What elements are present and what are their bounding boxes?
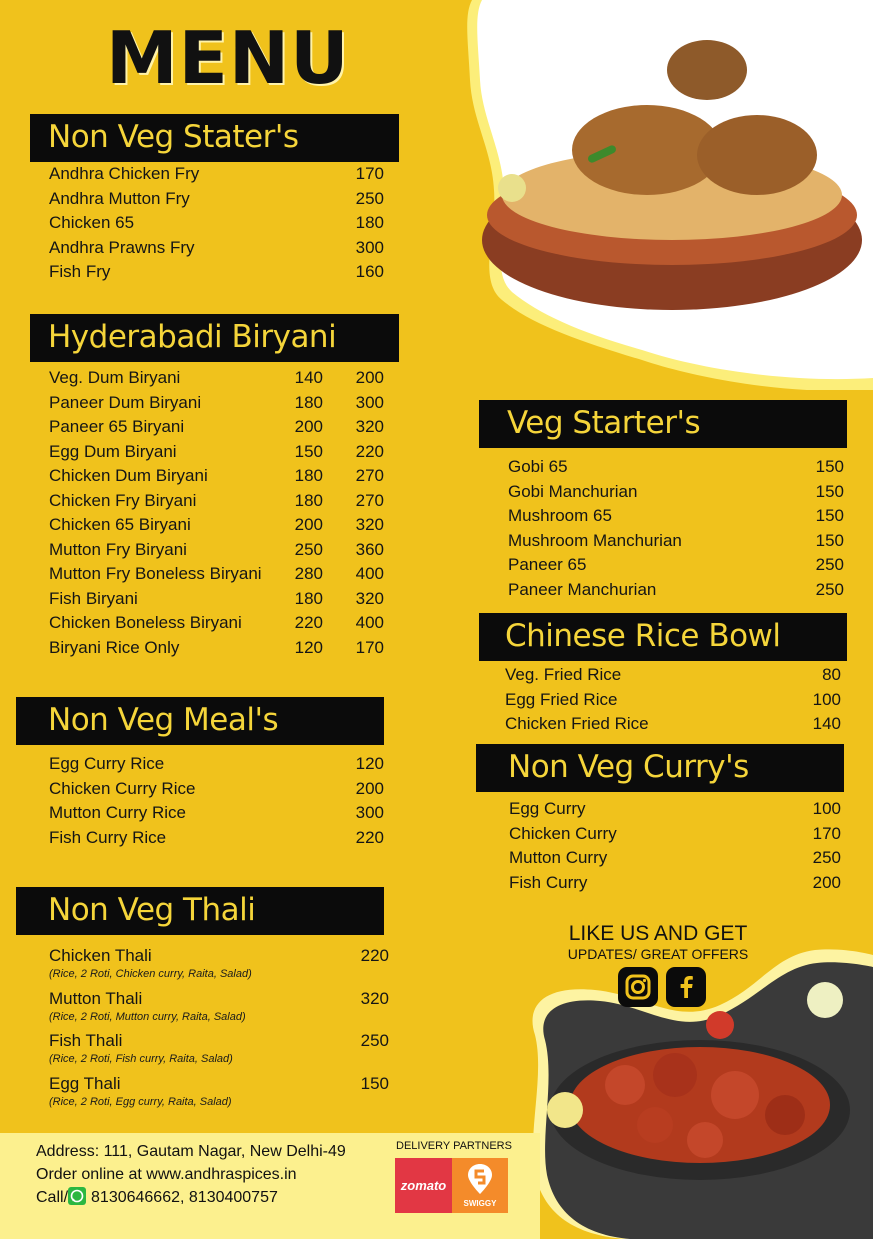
- menu-item: [49, 513, 385, 538]
- thali-name: Fish Thali: [49, 1031, 123, 1050]
- thali-description: (Rice, 2 Roti, Mutton curry, Raita, Salad): [49, 1010, 246, 1023]
- item-price-full: 220: [355, 441, 384, 461]
- whatsapp-icon: [68, 1187, 86, 1205]
- item-name: Paneer Dum Biryani: [49, 392, 202, 412]
- item-name: Paneer 65: [508, 555, 587, 574]
- social-promo-line1: LIKE US AND GET: [568, 922, 748, 945]
- instagram-icon[interactable]: [618, 967, 658, 1007]
- swiggy-logo[interactable]: [452, 1158, 508, 1213]
- item-name: Chicken Boneless Biryani: [49, 613, 242, 632]
- menu-item: [509, 871, 841, 896]
- swiggy-icon: [465, 1162, 495, 1196]
- item-name: Egg Curry: [509, 799, 586, 818]
- zomato-label: zomato: [400, 1178, 447, 1193]
- thali-item: [49, 988, 389, 1031]
- item-name: Chicken Curry Rice: [49, 778, 196, 798]
- item-price-half: 280: [294, 564, 323, 583]
- item-price-half: 180: [294, 588, 323, 608]
- menu-item: [49, 489, 385, 514]
- item-name: Gobi Manchurian: [508, 481, 638, 501]
- item-price-full: 270: [355, 466, 384, 485]
- section-heading-nonveg-thali: Non Veg Thali: [16, 887, 384, 935]
- section-heading-biryani: Hyderabadi Biryani: [30, 314, 399, 362]
- menu-item: [49, 162, 385, 187]
- menu-item: [49, 415, 385, 440]
- item-price: 250: [355, 188, 384, 208]
- item-price: 300: [355, 803, 384, 822]
- item-price-full: 400: [355, 564, 384, 583]
- item-price: 80: [822, 665, 841, 684]
- menu-item: [508, 578, 844, 603]
- item-name: Mushroom 65: [508, 506, 612, 525]
- item-price: 140: [812, 714, 841, 733]
- menu-item: [49, 826, 385, 851]
- menu-item: [49, 464, 385, 489]
- item-name: Mutton Curry: [509, 848, 608, 867]
- menu-item: [49, 538, 385, 563]
- item-price-half: 180: [294, 466, 323, 485]
- menu-item: [508, 455, 844, 480]
- call-prefix: Call/: [36, 1189, 69, 1206]
- order-online-text: Order online at www.andhraspices.in: [36, 1166, 297, 1183]
- item-name: Fish Curry Rice: [49, 827, 167, 847]
- item-name: Biryani Rice Only: [49, 637, 180, 657]
- nonveg-thali-list: [49, 945, 389, 1115]
- delivery-partners-label: DELIVERY PARTNERS: [396, 1140, 512, 1152]
- menu-item: [505, 712, 841, 737]
- item-price-half: 220: [294, 613, 323, 632]
- item-price: 170: [812, 823, 841, 843]
- item-price: 220: [355, 827, 384, 847]
- menu-item: [49, 587, 385, 612]
- menu-item: [49, 366, 385, 391]
- item-price: 100: [812, 689, 841, 709]
- item-price-half: 180: [294, 392, 323, 412]
- item-name: Egg Curry Rice: [49, 754, 165, 773]
- menu-item: [49, 391, 385, 416]
- phone-numbers: 8130646662, 8130400757: [91, 1189, 278, 1206]
- item-name: Paneer Manchurian: [508, 579, 657, 599]
- item-price-half: 180: [294, 490, 323, 510]
- item-price: 160: [355, 262, 384, 281]
- nonveg-curry-list: [509, 797, 841, 895]
- item-price-full: 300: [355, 392, 384, 412]
- item-name: Mutton Fry Biryani: [49, 539, 187, 559]
- item-name: Egg Fried Rice: [505, 689, 618, 709]
- nonveg-meals-list: [49, 752, 385, 850]
- thali-description: (Rice, 2 Roti, Fish curry, Raita, Salad): [49, 1053, 233, 1065]
- item-name: Chicken 65: [49, 213, 135, 232]
- item-name: Andhra Mutton Fry: [49, 188, 190, 208]
- menu-item: [49, 440, 385, 465]
- biryani-photo: [462, 0, 873, 390]
- social-promo-line2: UPDATES/ GREAT OFFERS: [567, 946, 749, 962]
- menu-item: [505, 663, 841, 688]
- thali-item: [49, 1030, 389, 1073]
- thali-name: Mutton Thali: [49, 988, 143, 1008]
- item-name: Andhra Prawns Fry: [49, 237, 195, 257]
- call-line: [36, 1186, 278, 1209]
- item-price: 100: [812, 799, 841, 818]
- item-name: Chicken Fried Rice: [505, 714, 649, 733]
- item-price-half: 200: [294, 515, 323, 534]
- menu-item: [49, 777, 385, 802]
- item-name: Chicken Dum Biryani: [49, 466, 208, 485]
- menu-title: MENU: [106, 16, 350, 100]
- thali-price: 220: [360, 946, 389, 965]
- menu-item: [49, 611, 385, 636]
- item-price: 200: [355, 778, 384, 798]
- nonveg-starters-list: [49, 162, 385, 285]
- item-price: 170: [355, 164, 384, 183]
- item-name: Egg Dum Biryani: [49, 441, 177, 461]
- item-name: Gobi 65: [508, 457, 568, 476]
- thali-name: Chicken Thali: [49, 946, 152, 965]
- item-price-full: 360: [355, 539, 384, 559]
- item-price-full: 270: [355, 490, 384, 510]
- biryani-list: [49, 366, 385, 660]
- thali-description: (Rice, 2 Roti, Egg curry, Raita, Salad): [49, 1095, 232, 1108]
- item-name: Veg. Fried Rice: [505, 665, 622, 684]
- thali-name: Egg Thali: [49, 1073, 121, 1093]
- social-promo: [520, 922, 796, 962]
- section-heading-veg-starters: Veg Starter's: [479, 400, 847, 448]
- chinese-list: [505, 663, 841, 737]
- thali-price: 250: [360, 1031, 389, 1050]
- item-name: Paneer 65 Biryani: [49, 417, 185, 436]
- item-name: Fish Fry: [49, 262, 111, 281]
- item-name: Fish Biryani: [49, 588, 138, 608]
- item-price: 150: [815, 506, 844, 525]
- menu-item: [509, 822, 841, 847]
- item-price: 150: [815, 530, 844, 550]
- item-price-full: 320: [355, 515, 384, 534]
- menu-item: [508, 480, 844, 505]
- item-name: Mutton Fry Boneless Biryani: [49, 564, 262, 583]
- item-price: 150: [815, 457, 844, 476]
- item-price: 300: [355, 237, 384, 257]
- zomato-logo[interactable]: [395, 1158, 452, 1213]
- section-heading-chinese: Chinese Rice Bowl: [479, 613, 847, 661]
- menu-item: [509, 797, 841, 822]
- section-heading-nonveg-meals: Non Veg Meal's: [16, 697, 384, 745]
- menu-item: [505, 688, 841, 713]
- thali-price: 150: [360, 1073, 389, 1093]
- item-name: Chicken 65 Biryani: [49, 515, 191, 534]
- item-price-half: 140: [294, 368, 323, 387]
- item-price: 250: [815, 579, 844, 599]
- thali-description: (Rice, 2 Roti, Chicken curry, Raita, Salad): [49, 968, 252, 980]
- thali-item: [49, 945, 389, 988]
- menu-item: [49, 801, 385, 826]
- item-price: 200: [812, 872, 841, 892]
- thali-price: 320: [360, 988, 389, 1008]
- item-name: Chicken Fry Biryani: [49, 490, 197, 510]
- menu-item: [509, 846, 841, 871]
- menu-item: [49, 260, 385, 285]
- facebook-icon[interactable]: [666, 967, 706, 1007]
- item-price: 150: [815, 481, 844, 501]
- menu-item: [49, 562, 385, 587]
- item-name: Chicken Curry: [509, 823, 617, 843]
- item-price: 250: [812, 848, 841, 867]
- item-price-full: 320: [355, 417, 384, 436]
- item-name: Veg. Dum Biryani: [49, 368, 181, 387]
- menu-item: [49, 752, 385, 777]
- section-heading-nonveg-starters: Non Veg Stater's: [30, 114, 399, 162]
- menu-item: [49, 636, 385, 661]
- item-price-half: 120: [294, 637, 323, 657]
- item-name: Mutton Curry Rice: [49, 803, 186, 822]
- item-price-half: 250: [294, 539, 323, 559]
- item-price: 250: [815, 555, 844, 574]
- menu-item: [508, 504, 844, 529]
- veg-starters-list: [508, 455, 844, 602]
- item-name: Mushroom Manchurian: [508, 530, 682, 550]
- menu-item: [49, 211, 385, 236]
- menu-item: [508, 553, 844, 578]
- item-name: Fish Curry: [509, 872, 588, 892]
- menu-item: [49, 187, 385, 212]
- item-name: Andhra Chicken Fry: [49, 164, 200, 183]
- swiggy-label: SWIGGY: [463, 1199, 497, 1208]
- item-price: 120: [355, 754, 384, 773]
- item-price-full: 200: [355, 368, 384, 387]
- item-price-half: 150: [294, 441, 323, 461]
- item-price-half: 200: [294, 417, 323, 436]
- item-price: 180: [355, 213, 384, 232]
- thali-item: [49, 1073, 389, 1116]
- section-heading-nonveg-curry: Non Veg Curry's: [476, 744, 844, 792]
- item-price-full: 170: [355, 637, 384, 657]
- menu-item: [49, 236, 385, 261]
- menu-item: [508, 529, 844, 554]
- address-text: Address: 111, Gautam Nagar, New Delhi-49: [36, 1143, 346, 1160]
- item-price-full: 400: [355, 613, 384, 632]
- item-price-full: 320: [355, 588, 384, 608]
